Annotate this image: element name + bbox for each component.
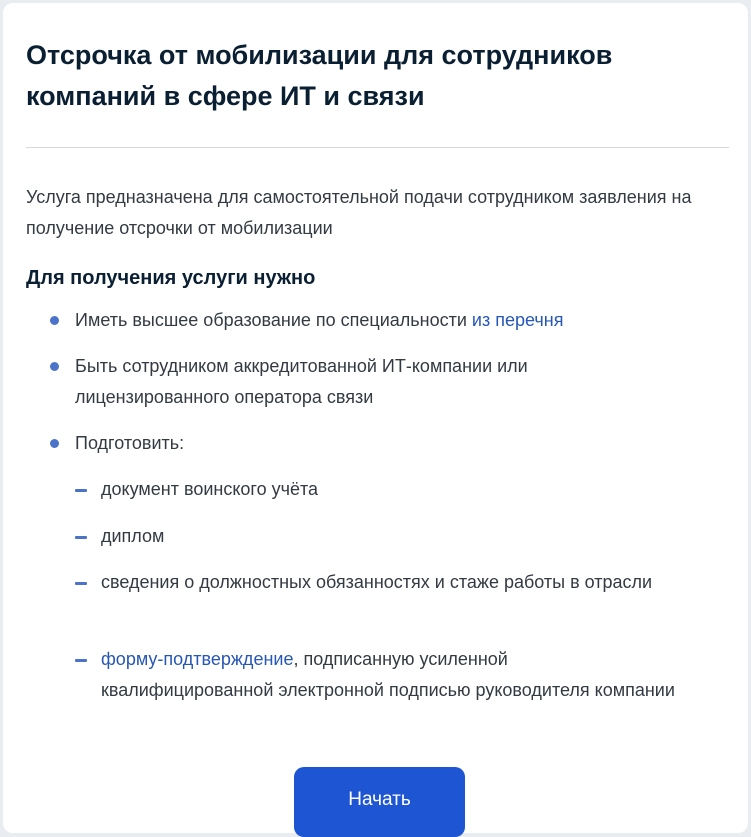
confirmation-form-text: , подписанную усиленной квалифицированной электронной подписью руководителя компании [101,649,675,700]
specialty-list-link[interactable]: из перечня [471,310,564,330]
start-button-label: Начать [348,789,411,810]
requirement-education [75,305,695,336]
start-button[interactable] [294,767,465,837]
bullet-icon [50,362,59,371]
requirement-prepare: Подготовить: [75,433,185,453]
divider [26,147,729,148]
requirement-education-text: Иметь высшее образование по специальности [75,310,472,330]
dash-icon [75,659,87,662]
service-description: Услуга предназначена для самостоятельной подачи сотрудником заявления на получение отсрочки от мобилизации [26,187,692,238]
document-military-record: документ воинского учёта [101,479,319,499]
document-job-info: сведения о должностных обязанностях и стаже работы в отрасли [101,572,653,592]
page-title: Отсрочка от мобилизации для сотрудников компаний в сфере ИТ и связи [26,40,613,111]
service-card [3,3,748,833]
document-diploma: диплом [101,526,165,546]
bullet-icon [50,316,59,325]
document-confirmation-form [101,644,681,706]
requirements-heading: Для получения услуги нужно [26,267,316,289]
requirement-employment: Быть сотрудником аккредитованной ИТ-компании или лицензированного оператора связи [75,356,528,407]
bullet-icon [50,439,59,448]
dash-icon [75,536,87,539]
dash-icon [75,489,87,492]
dash-icon [75,582,87,585]
confirmation-form-link[interactable]: форму-подтверждение [101,649,294,669]
